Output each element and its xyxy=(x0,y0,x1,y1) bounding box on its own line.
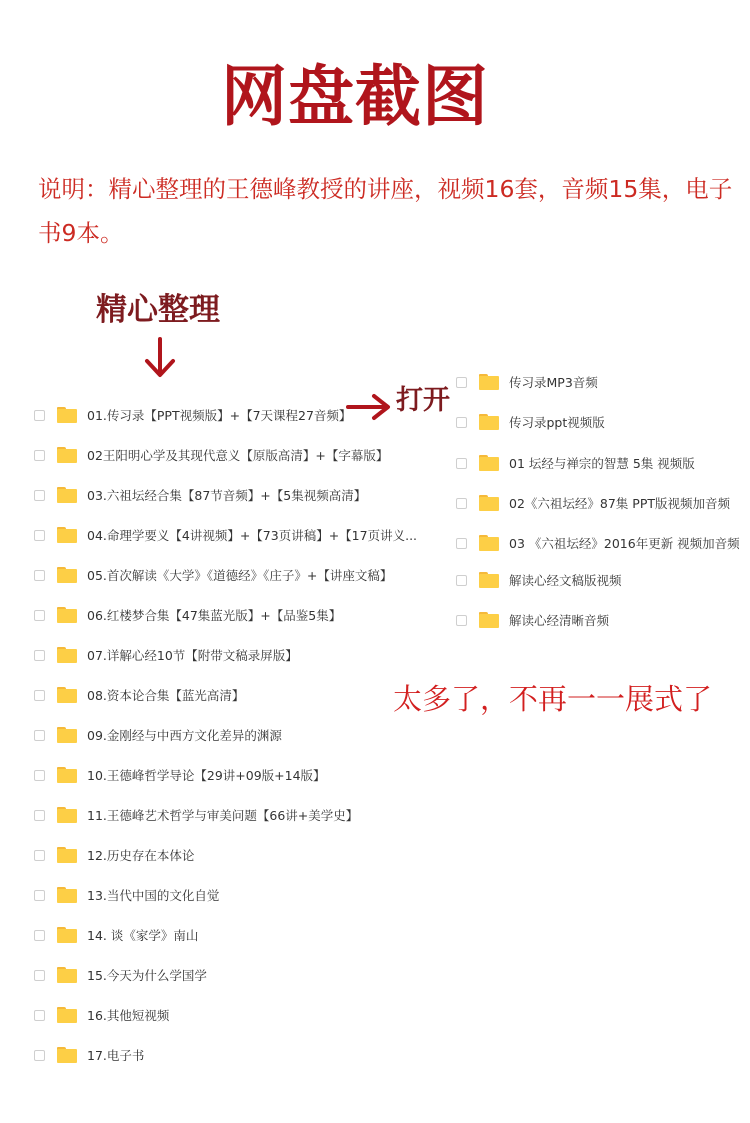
checkbox[interactable] xyxy=(34,450,45,461)
folder-name: 01 坛经与禅宗的智慧 5集 视频版 xyxy=(509,456,695,471)
list-item[interactable] xyxy=(34,725,282,745)
checkbox[interactable] xyxy=(456,538,467,549)
checkbox[interactable] xyxy=(456,575,467,586)
folder-name: 04.命理学要义【4讲视频】+【73页讲稿】+【17页讲义... xyxy=(87,528,418,543)
checkbox[interactable] xyxy=(456,417,467,428)
folder-name: 07.详解心经10节【附带文稿录屏版】 xyxy=(87,648,298,663)
list-item[interactable] xyxy=(34,1005,169,1025)
folder-name: 解读心经文稿版视频 xyxy=(509,573,622,588)
folder-icon xyxy=(57,567,77,583)
list-item[interactable] xyxy=(34,485,366,505)
folder-icon xyxy=(57,927,77,943)
list-item[interactable] xyxy=(34,965,207,985)
folder-icon xyxy=(57,887,77,903)
checkbox[interactable] xyxy=(456,458,467,469)
folder-name: 10.王德峰哲学导论【29讲+09版+14版】 xyxy=(87,768,326,783)
folder-name: 12.历史存在本体论 xyxy=(87,848,195,863)
list-item[interactable] xyxy=(34,885,219,905)
folder-icon xyxy=(479,374,499,390)
list-item[interactable] xyxy=(34,685,244,705)
list-item[interactable] xyxy=(456,570,622,590)
list-item[interactable] xyxy=(34,765,326,785)
folder-name: 11.王德峰艺术哲学与审美问题【66讲+美学史】 xyxy=(87,808,359,823)
folder-icon xyxy=(57,767,77,783)
description-text: 说明：精心整理的王德峰教授的讲座，视频16套，音频15集，电子书9本。 xyxy=(38,175,733,247)
list-item[interactable] xyxy=(456,453,695,473)
folder-name: 01.传习录【PPT视频版】+【7天课程27音频】 xyxy=(87,408,352,423)
checkbox[interactable] xyxy=(34,410,45,421)
folder-icon xyxy=(479,572,499,588)
folder-icon xyxy=(479,455,499,471)
annotation-organized: 精心整理 xyxy=(96,292,220,328)
folder-icon xyxy=(479,495,499,511)
list-item[interactable] xyxy=(34,925,198,945)
list-item[interactable] xyxy=(34,845,194,865)
list-item[interactable] xyxy=(34,445,388,465)
checkbox[interactable] xyxy=(34,770,45,781)
folder-icon xyxy=(479,535,499,551)
checkbox[interactable] xyxy=(34,850,45,861)
folder-name: 05.首次解读《大学》《道德经》《庄子》+【讲座文稿】 xyxy=(87,568,393,583)
folder-icon xyxy=(57,687,77,703)
folder-icon xyxy=(57,487,77,503)
list-item[interactable] xyxy=(34,525,417,545)
list-item[interactable] xyxy=(34,1045,144,1065)
folder-name: 02《六祖坛经》87集 PPT版视频加音频 xyxy=(509,496,730,511)
list-item[interactable] xyxy=(456,610,609,630)
checkbox[interactable] xyxy=(34,970,45,981)
folder-name: 03 《六祖坛经》2016年更新 视频加音频 xyxy=(509,536,740,551)
annotation-open: 打开 xyxy=(396,385,450,416)
arrow-right-icon xyxy=(346,392,394,422)
folder-name: 解读心经清晰音频 xyxy=(509,613,610,628)
folder-name: 传习录MP3音频 xyxy=(509,375,598,390)
folder-icon xyxy=(57,807,77,823)
checkbox[interactable] xyxy=(34,570,45,581)
checkbox[interactable] xyxy=(34,730,45,741)
list-item[interactable] xyxy=(456,533,740,553)
folder-name: 02王阳明心学及其现代意义【原版高清】+【字幕版】 xyxy=(87,448,389,463)
checkbox[interactable] xyxy=(456,377,467,388)
checkbox[interactable] xyxy=(34,1010,45,1021)
checkbox[interactable] xyxy=(34,930,45,941)
list-item[interactable] xyxy=(456,412,605,432)
folder-icon xyxy=(57,407,77,423)
list-item[interactable] xyxy=(34,805,358,825)
folder-icon xyxy=(57,447,77,463)
list-item[interactable] xyxy=(34,645,298,665)
arrow-down-icon xyxy=(142,337,178,381)
list-item[interactable] xyxy=(34,565,392,585)
folder-name: 09.金刚经与中西方文化差异的渊源 xyxy=(87,728,282,743)
checkbox[interactable] xyxy=(34,490,45,501)
list-item[interactable] xyxy=(456,372,598,392)
list-item[interactable] xyxy=(34,405,351,425)
folder-icon xyxy=(57,607,77,623)
folder-name: 15.今天为什么学国学 xyxy=(87,968,207,983)
folder-icon xyxy=(57,647,77,663)
list-item[interactable] xyxy=(34,605,341,625)
folder-name: 13.当代中国的文化自觉 xyxy=(87,888,220,903)
annotation-too-many: 太多了，不再一一展式了 xyxy=(393,682,713,716)
folder-name: 06.红楼梦合集【47集蓝光版】+【品鉴5集】 xyxy=(87,608,342,623)
page-title: 网盘截图 xyxy=(221,58,489,135)
checkbox[interactable] xyxy=(34,810,45,821)
folder-name: 传习录ppt视频版 xyxy=(509,415,605,430)
folder-icon xyxy=(57,1047,77,1063)
folder-icon xyxy=(57,727,77,743)
checkbox[interactable] xyxy=(34,530,45,541)
list-item[interactable] xyxy=(456,493,730,513)
checkbox[interactable] xyxy=(34,890,45,901)
folder-icon xyxy=(57,847,77,863)
checkbox[interactable] xyxy=(456,498,467,509)
folder-name: 17.电子书 xyxy=(87,1048,145,1063)
folder-name: 03.六祖坛经合集【87节音频】+【5集视频高清】 xyxy=(87,488,367,503)
checkbox[interactable] xyxy=(456,615,467,626)
folder-name: 08.资本论合集【蓝光高清】 xyxy=(87,688,245,703)
folder-icon xyxy=(57,527,77,543)
checkbox[interactable] xyxy=(34,690,45,701)
folder-icon xyxy=(479,414,499,430)
folder-icon xyxy=(479,612,499,628)
folder-name: 14. 谈《家学》南山 xyxy=(87,928,199,943)
checkbox[interactable] xyxy=(34,1050,45,1061)
folder-icon xyxy=(57,1007,77,1023)
folder-name: 16.其他短视频 xyxy=(87,1008,170,1023)
folder-icon xyxy=(57,967,77,983)
checkbox[interactable] xyxy=(34,650,45,661)
checkbox[interactable] xyxy=(34,610,45,621)
